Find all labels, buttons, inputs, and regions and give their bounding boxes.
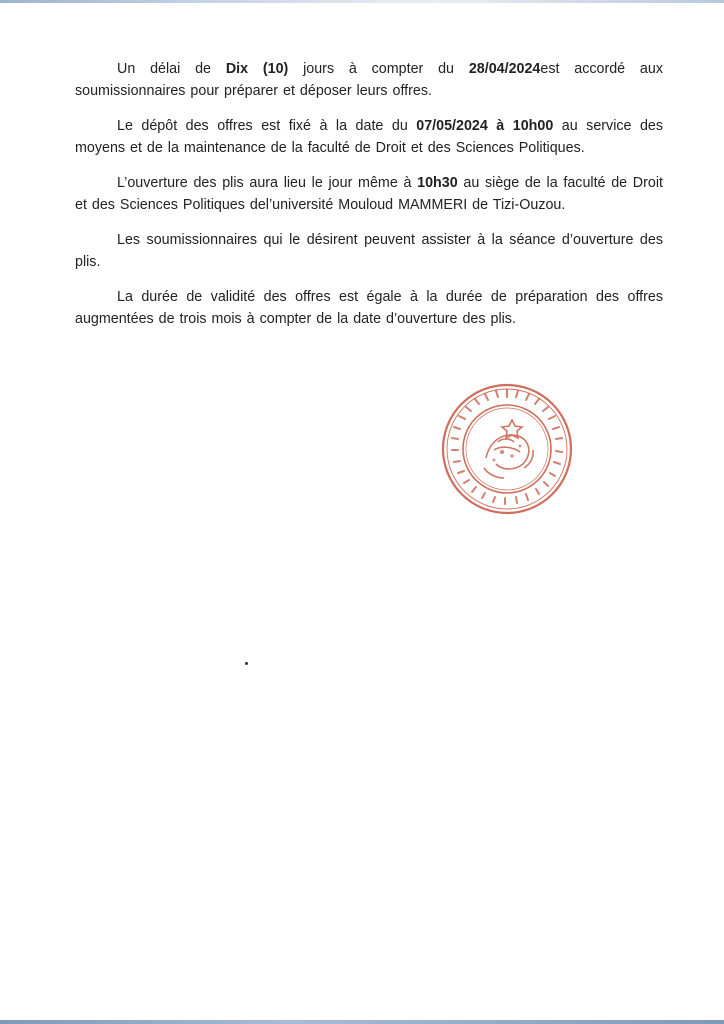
scan-top-edge bbox=[0, 0, 724, 3]
document-body bbox=[75, 58, 663, 343]
text-run-bold: 28/04/2024 bbox=[468, 61, 541, 77]
paragraph-deadline bbox=[75, 58, 663, 102]
scan-speck bbox=[245, 662, 248, 665]
text-run: Un délai de bbox=[117, 61, 226, 77]
text-run-bold: 10h30 bbox=[417, 175, 458, 191]
text-run: Le dépôt des offres est fixé à la date du bbox=[117, 118, 417, 134]
text-run: La durée de validité des offres est égale à la durée de préparation des offres augmentées de trois mois à compter de la date d’ouverture des plis. bbox=[75, 289, 663, 327]
paragraph-deposit bbox=[75, 115, 663, 159]
text-run: au service des moyens et de la maintenance de la faculté de Droit et des Sciences Politiques. bbox=[75, 118, 664, 156]
text-run: L’ouverture des plis aura lieu le jour même à bbox=[117, 175, 418, 191]
paragraph-validity bbox=[75, 286, 663, 330]
paragraph-opening bbox=[75, 172, 663, 216]
text-run: Les soumissionnaires qui le désirent peuvent assister à la séance d’ouverture des plis. bbox=[75, 232, 663, 270]
scan-bottom-edge bbox=[0, 1020, 724, 1024]
paragraph-attendance bbox=[75, 229, 663, 273]
official-seal-icon bbox=[438, 380, 576, 518]
text-run: est accordé aux soumissionnaires pour préparer et déposer leurs offres. bbox=[75, 61, 663, 99]
text-run: jours à compter du bbox=[288, 61, 469, 77]
text-run: au siège de la faculté de Droit et des Sciences Politiques del’université Mouloud MAMMERI de Tizi-Ouzou. bbox=[75, 175, 663, 213]
text-run-bold: 07/05/2024 à 10h00 bbox=[416, 118, 554, 134]
text-run-bold: Dix (10) bbox=[225, 61, 289, 77]
